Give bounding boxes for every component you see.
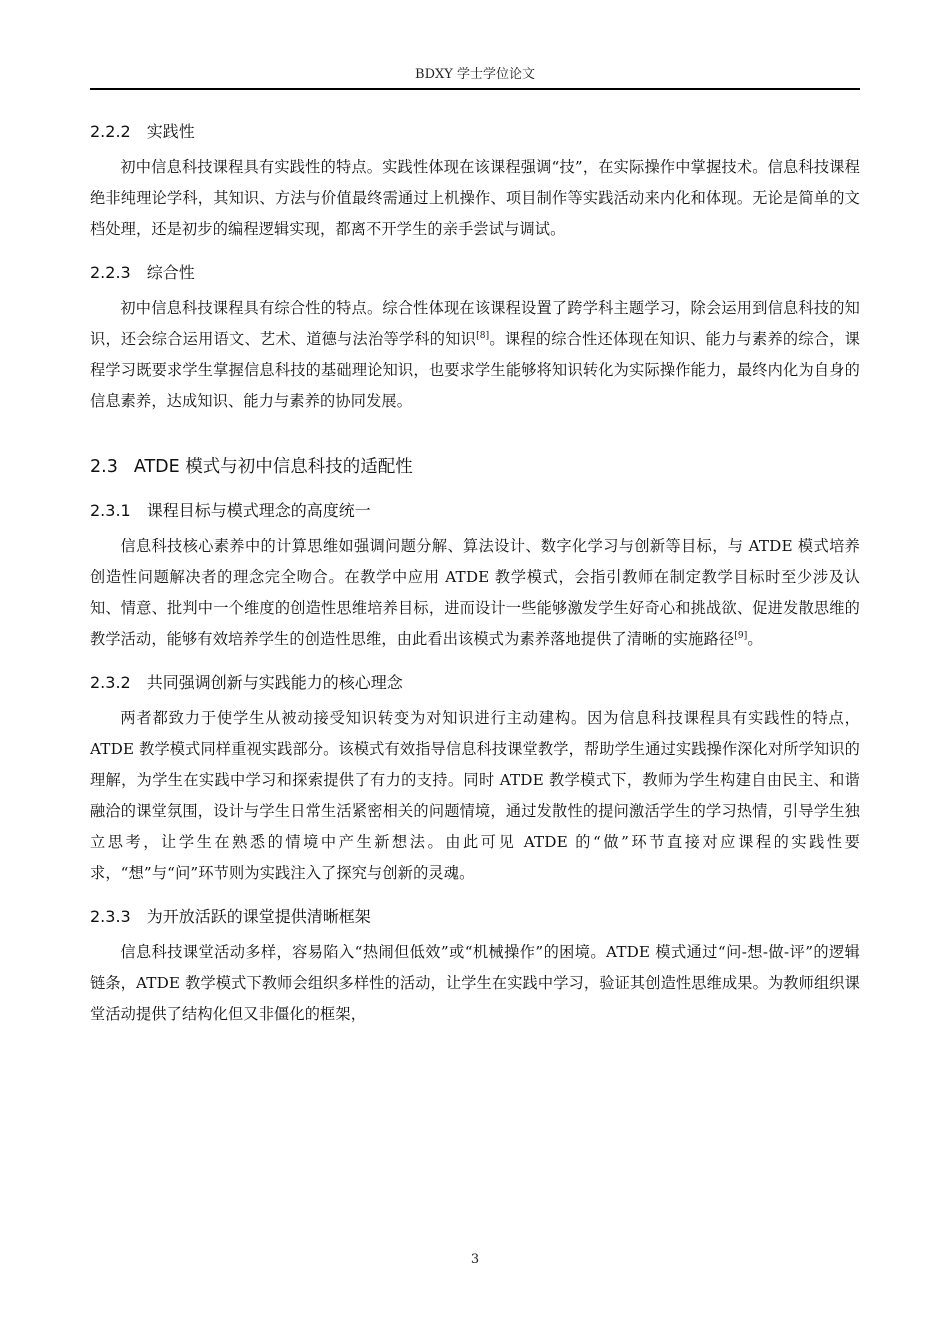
citation: [9] bbox=[734, 631, 748, 641]
section-number: 2.2.2 bbox=[90, 122, 131, 141]
paragraph: 初中信息科技课程具有实践性的特点。实践性体现在该课程强调“技”，在实际操作中掌握技术。信息科技课程绝非纯理论学科，其知识、方法与价值最终需通过上机操作、项目制作等实践活动来内化和体现。无论是简单的文档处理，还是初步的编程逻辑实现，都离不开学生的亲手尝试与调试。 bbox=[90, 158, 860, 238]
paragraph-text: 。课程的综合性还体现在知识、能力与素养的综合，课程学习既要求学生掌握信息科技的基础理论知识，也要求学生能够将知识转化为实际操作能力，最终内化为自身的信息素养，达成知识、能力与素养的协同发展。 bbox=[90, 330, 860, 410]
section-heading-2-2-3 bbox=[90, 253, 860, 293]
section-number: 2.3.2 bbox=[90, 673, 131, 692]
section-heading-2-3-3 bbox=[90, 897, 860, 937]
section-heading-2-2-2 bbox=[90, 112, 860, 152]
section-title: ATDE 模式与初中信息科技的适配性 bbox=[133, 457, 413, 477]
page-number: 3 bbox=[470, 1252, 480, 1267]
paragraph: 两者都致力于使学生从被动接受知识转变为对知识进行主动建构。因为信息科技课程具有实践性的特点，ATDE 教学模式同样重视实践部分。该模式有效指导信息科技课堂教学，帮助学生通过实践操作深化对所学知识的理解，为学生在实践中学习和探索提供了有力的支持。同时 ATDE 教学模式下，教师为学生构建自由民主、和谐融洽的课堂氛围，设计与学生日常生活紧密相关的问题情境，通过发散性的提问激活学生的学习热情，引导学生独立思考，让学生在熟悉的情境中产生新想法。由此可见 ATDE 的“做”环节直接对应课程的实践性要求，“想”与“问”环节则为实践注入了探究与创新的灵魂。 bbox=[90, 709, 860, 882]
paragraph-text: 初中信息科技课程具有综合性的特点。综合性体现在该课程设置了跨学科主题学习，除会运用到信息科技的知识，还会综合运用语文、艺术、道德与法治等学科的知识 bbox=[90, 299, 860, 348]
section-title: 课程目标与模式理念的高度统一 bbox=[146, 501, 371, 520]
running-header bbox=[90, 64, 860, 90]
section-heading-2-3 bbox=[90, 445, 860, 489]
section-number: 2.3 bbox=[90, 457, 118, 477]
section-heading-2-3-2 bbox=[90, 663, 860, 703]
section-title: 综合性 bbox=[146, 263, 195, 282]
page-body bbox=[90, 112, 860, 1030]
section-heading-2-3-1 bbox=[90, 491, 860, 531]
paragraph-text: 。 bbox=[747, 630, 763, 648]
citation: [8] bbox=[476, 331, 490, 341]
running-header-title: BDXY 学士学位论文 bbox=[415, 67, 535, 82]
section-number: 2.3.1 bbox=[90, 501, 131, 520]
paragraph bbox=[90, 531, 860, 655]
section-number: 2.3.3 bbox=[90, 907, 131, 926]
paragraph: 信息科技课堂活动多样，容易陷入“热闹但低效”或“机械操作”的困境。ATDE 模式通过“问-想-做-评”的逻辑链条，ATDE 教学模式下教师会组织多样性的活动，让学生在实践中学习，验证其创造性思维成果。为教师组织课堂活动提供了结构化但又非僵化的框架， bbox=[90, 943, 860, 1023]
section-title: 实践性 bbox=[146, 122, 195, 141]
paragraph bbox=[90, 293, 860, 417]
section-title: 共同强调创新与实践能力的核心理念 bbox=[146, 673, 403, 692]
paragraph-text: 信息科技核心素养中的计算思维如强调问题分解、算法设计、数字化学习与创新等目标，与 ATDE 模式培养创造性问题解决者的理念完全吻合。在教学中应用 ATDE 教学模式，会指引教师在制定教学目标时至少涉及认知、情意、批判中一个维度的创造性思维培养目标，进而设计一些能够激发学生好奇心和挑战欲、促进发散思维的教学活动，能够有效培养学生的创造性思维，由此看出该模式为素养落地提供了清晰的实施路径 bbox=[90, 537, 860, 648]
section-title: 为开放活跃的课堂提供清晰框架 bbox=[146, 907, 371, 926]
section-number: 2.2.3 bbox=[90, 263, 131, 282]
